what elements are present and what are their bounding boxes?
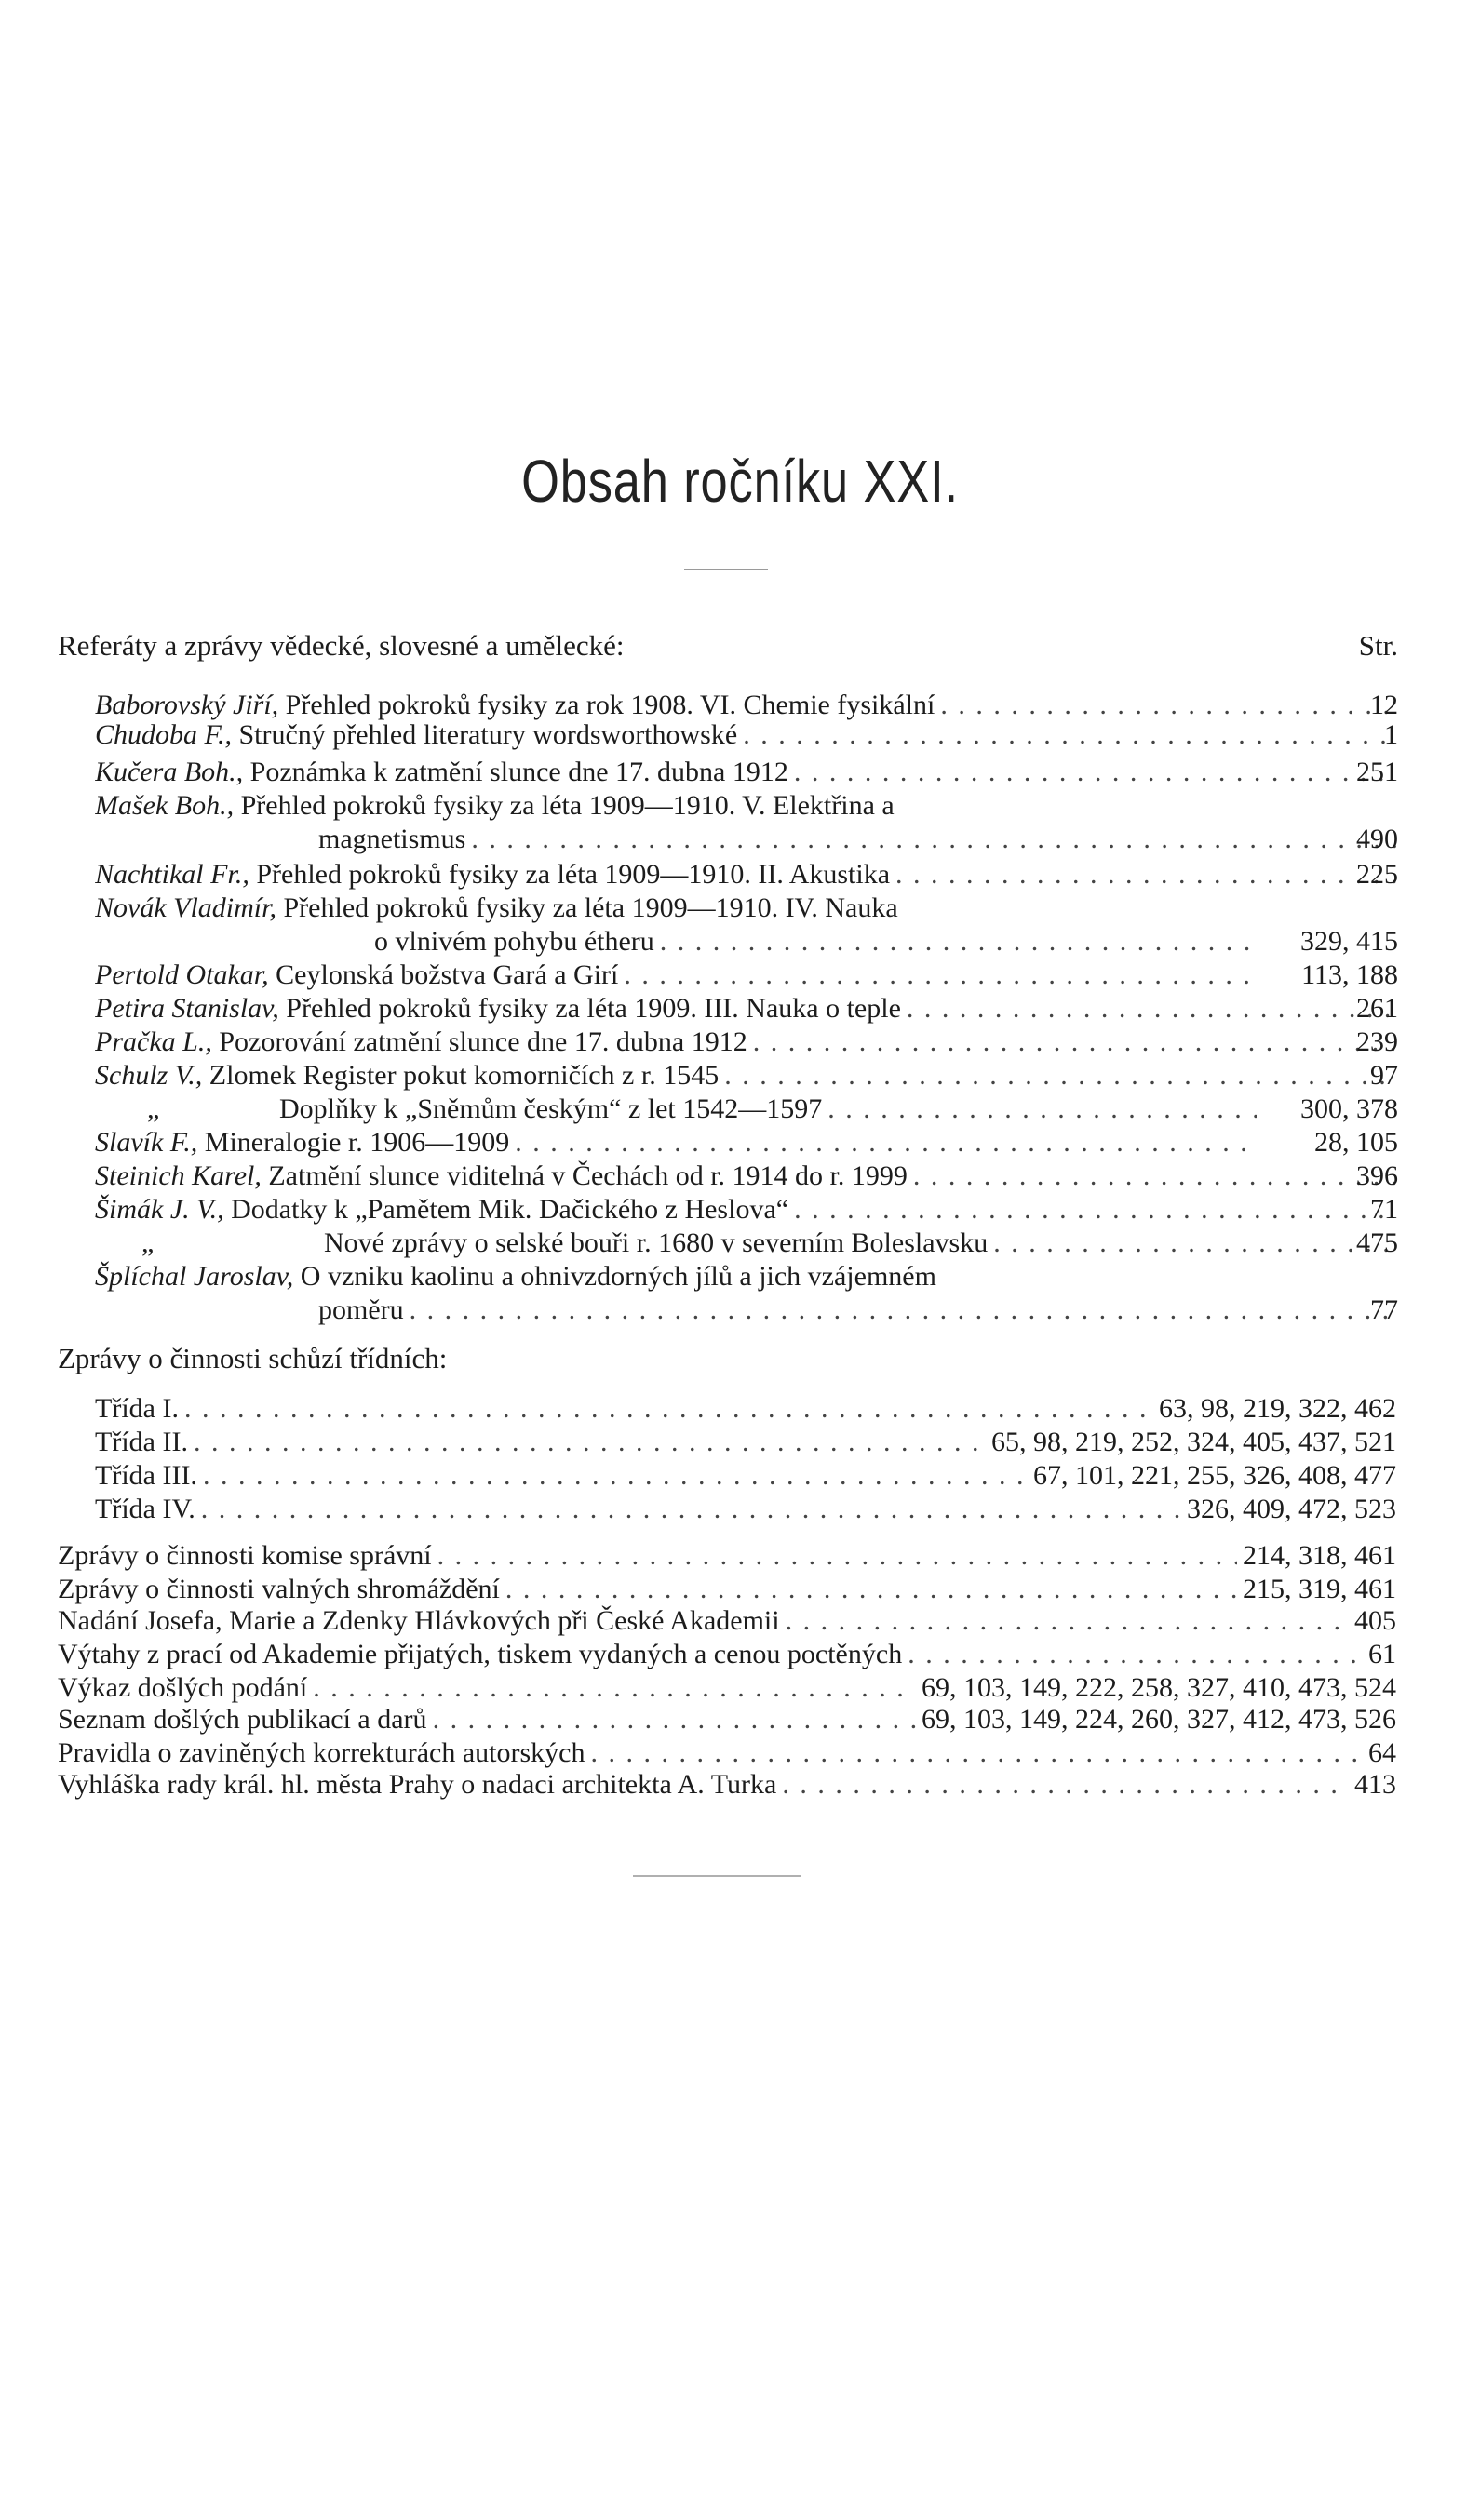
list-item [0, 958, 1480, 992]
entry-page: 261 [1356, 993, 1398, 1024]
entry-title: Vyhláška rady král. hl. města Prahy o nadaci architekta A. Turka [58, 1769, 777, 1800]
dot-leader [194, 1426, 986, 1459]
dot-leader [753, 1025, 1396, 1059]
entry-page: 61 [1368, 1639, 1396, 1669]
entry-page: 405 [1354, 1605, 1396, 1636]
dot-leader [794, 756, 1396, 789]
entry-title: Výkaz došlých podání [58, 1672, 308, 1703]
dot-leader [827, 1092, 1257, 1126]
dot-leader [313, 1671, 916, 1705]
dot-leader [203, 1459, 1028, 1493]
ditto-mark: „ [141, 1227, 155, 1258]
list-item [0, 1294, 1480, 1327]
dot-leader [624, 958, 1257, 992]
list-item [0, 1092, 1480, 1126]
entry-author: Pračka L., [95, 1026, 212, 1057]
entry-page: 396 [1356, 1160, 1398, 1191]
list-item [0, 858, 1480, 891]
list-item [0, 1638, 1480, 1671]
entry-title: Dodatky k „Pamětem Mik. Dačického z Heslova“ [231, 1194, 789, 1225]
list-item [0, 823, 1480, 856]
class-row [0, 1392, 1480, 1426]
entry-title: poměru [318, 1294, 404, 1325]
page-column-label: Str. [1358, 629, 1398, 662]
dot-leader [743, 718, 1396, 752]
entry-author: Steinich Karel, [95, 1160, 262, 1191]
list-item [0, 1703, 1480, 1736]
class-label: Třída II. [95, 1427, 188, 1457]
dot-leader [201, 1493, 1181, 1526]
class-row [0, 1426, 1480, 1459]
entry-page: 69, 103, 149, 224, 260, 327, 412, 473, 526 [922, 1704, 1396, 1735]
entry-title: Zprávy o činnosti komise správní [58, 1540, 432, 1571]
list-item [0, 718, 1480, 752]
entry-title: Přehled pokroků fysiky za rok 1908. VI. Chemie fysikální [285, 690, 935, 720]
entry-page: 214, 318, 461 [1243, 1540, 1396, 1571]
class-row [0, 1459, 1480, 1493]
entry-title: Zprávy o činnosti valných shromáždění [58, 1574, 500, 1604]
dot-leader [437, 1539, 1237, 1573]
list-item [0, 925, 1480, 958]
entry-title: Přehled pokroků fysiky za léta 1909—1910. II. Akustika [256, 859, 891, 890]
class-pages: 63, 98, 219, 322, 462 [1159, 1393, 1396, 1424]
entry-page: 475 [1356, 1227, 1398, 1258]
entry-page: 1 [1384, 719, 1398, 750]
list-item [0, 891, 1480, 925]
list-item [0, 1126, 1480, 1159]
list-item [0, 1573, 1480, 1606]
dot-leader [184, 1392, 1153, 1426]
list-item [0, 1226, 1480, 1260]
entry-title: Zlomek Register pokut komorničích z r. 1545 [209, 1060, 720, 1091]
entry-title: Nadání Josefa, Marie a Zdenky Hlávkových při České Akademii [58, 1605, 780, 1636]
dot-leader [782, 1768, 1349, 1802]
dot-leader [786, 1604, 1349, 1638]
entry-page: 71 [1370, 1194, 1398, 1225]
list-item [0, 1604, 1480, 1638]
entry-title: Zatmění slunce viditelná v Čechách od r. 1914 do r. 1999 [268, 1160, 908, 1191]
title-rule [684, 569, 768, 570]
list-item [0, 1025, 1480, 1059]
dot-leader [505, 1573, 1237, 1606]
class-row [0, 1493, 1480, 1526]
entry-author: Schulz V., [95, 1060, 203, 1091]
list-item [0, 1768, 1480, 1802]
entry-page: 490 [1356, 824, 1398, 854]
entry-title: Mineralogie r. 1906—1909 [204, 1127, 510, 1158]
entry-title: o vlnivém pohybu étheru [374, 926, 654, 957]
class-pages: 67, 101, 221, 255, 326, 408, 477 [1033, 1460, 1396, 1491]
entry-title: Stručný přehled literatury wordsworthowské [238, 719, 738, 750]
entry-page: 28, 105 [1314, 1127, 1398, 1158]
entry-author: Baborovský Jiří, [95, 690, 279, 720]
entry-author: Šplíchal Jaroslav, [95, 1261, 294, 1292]
entry-author: Novák Vladimír, [95, 892, 276, 923]
class-pages: 65, 98, 219, 252, 324, 405, 437, 521 [991, 1427, 1396, 1457]
class-pages: 326, 409, 472, 523 [1187, 1494, 1396, 1524]
entry-page: 251 [1356, 757, 1398, 787]
dot-leader [433, 1703, 916, 1736]
entry-page: 64 [1368, 1737, 1396, 1768]
list-item [0, 689, 1480, 722]
dot-leader [471, 823, 1396, 856]
entry-title: Nové zprávy o selské bouři r. 1680 v severním Boleslavsku [324, 1227, 989, 1258]
list-item [0, 1059, 1480, 1092]
dot-leader [515, 1126, 1257, 1159]
dot-leader [908, 1638, 1363, 1671]
section-heading-referaty [58, 629, 1398, 663]
dot-leader [724, 1059, 1396, 1092]
dot-leader [907, 992, 1396, 1025]
entry-page: 413 [1354, 1769, 1396, 1800]
entry-title: Přehled pokroků fysiky za léta 1909—1910. IV. Nauka [283, 892, 898, 923]
entry-author: Kučera Boh., [95, 757, 244, 787]
entry-page: 300, 378 [1300, 1093, 1398, 1124]
list-item [0, 1159, 1480, 1193]
dot-leader [794, 1193, 1396, 1226]
entry-page: 12 [1370, 690, 1398, 720]
dot-leader [410, 1294, 1396, 1327]
entry-title: Ceylonská božstva Gará a Girí [276, 959, 619, 990]
entry-title: magnetismus [318, 824, 466, 854]
entry-page: 97 [1370, 1060, 1398, 1091]
entry-author: Chudoba F., [95, 719, 232, 750]
entry-title: Doplňky k „Sněmům českým“ z let 1542—1597 [279, 1093, 823, 1124]
entry-title: Přehled pokroků fysiky za léta 1909—1910. V. Elektřina a [240, 790, 895, 821]
list-item [0, 789, 1480, 823]
dot-leader [993, 1226, 1396, 1260]
section-heading-tridy [58, 1342, 1398, 1375]
entry-page: 69, 103, 149, 222, 258, 327, 410, 473, 524 [922, 1672, 1396, 1703]
dot-leader [895, 858, 1396, 891]
entry-title: Výtahy z prací od Akademie přijatých, tiskem vydaných a cenou poctěných [58, 1639, 903, 1669]
entry-author: Šimák J. V., [95, 1194, 224, 1225]
entry-page: 239 [1356, 1026, 1398, 1057]
entry-title: Poznámka k zatmění slunce dne 17. dubna 1912 [249, 757, 788, 787]
class-label: Třída III. [95, 1460, 197, 1491]
entry-author: Slavík F., [95, 1127, 198, 1158]
entry-page: 329, 415 [1300, 926, 1398, 957]
list-item [0, 756, 1480, 789]
entry-title: Seznam došlých publikací a darů [58, 1704, 427, 1735]
list-item [0, 1671, 1480, 1705]
section-heading-text: Referáty a zprávy vědecké, slovesné a umělecké: [58, 629, 625, 662]
list-item [0, 1260, 1480, 1294]
page-title: Obsah ročníku XXI. [521, 448, 959, 515]
entry-page: 113, 188 [1301, 959, 1398, 990]
dot-leader [590, 1736, 1363, 1770]
entry-title: O vzniku kaolinu a ohnivzdorných jílů a jich vzájemném [300, 1261, 936, 1292]
ditto-mark: „ [147, 1093, 160, 1124]
class-label: Třída IV. [95, 1494, 195, 1524]
entry-author: Pertold Otakar, [95, 959, 269, 990]
list-item [0, 1193, 1480, 1226]
dot-leader [940, 689, 1396, 722]
section-heading-text: Zprávy o činnosti schůzí třídních: [58, 1342, 448, 1374]
entry-page: 77 [1370, 1294, 1398, 1325]
dot-leader [660, 925, 1257, 958]
list-item [0, 992, 1480, 1025]
entry-author: Nachtikal Fr., [95, 859, 249, 890]
list-item [0, 1736, 1480, 1770]
footer-rule [633, 1875, 801, 1877]
entry-author: Mašek Boh., [95, 790, 235, 821]
entry-title: Pozorování zatmění slunce dne 17. dubna 1912 [219, 1026, 747, 1057]
entry-author: Petira Stanislav, [95, 993, 279, 1024]
entry-title: Pravidla o zaviněných korrekturách autorských [58, 1737, 585, 1768]
list-item [0, 1539, 1480, 1573]
entry-page: 225 [1356, 859, 1398, 890]
dot-leader [913, 1159, 1396, 1193]
class-label: Třída I. [95, 1393, 179, 1424]
entry-page: 215, 319, 461 [1243, 1574, 1396, 1604]
entry-title: Přehled pokroků fysiky za léta 1909. III. Nauka o teple [286, 993, 901, 1024]
